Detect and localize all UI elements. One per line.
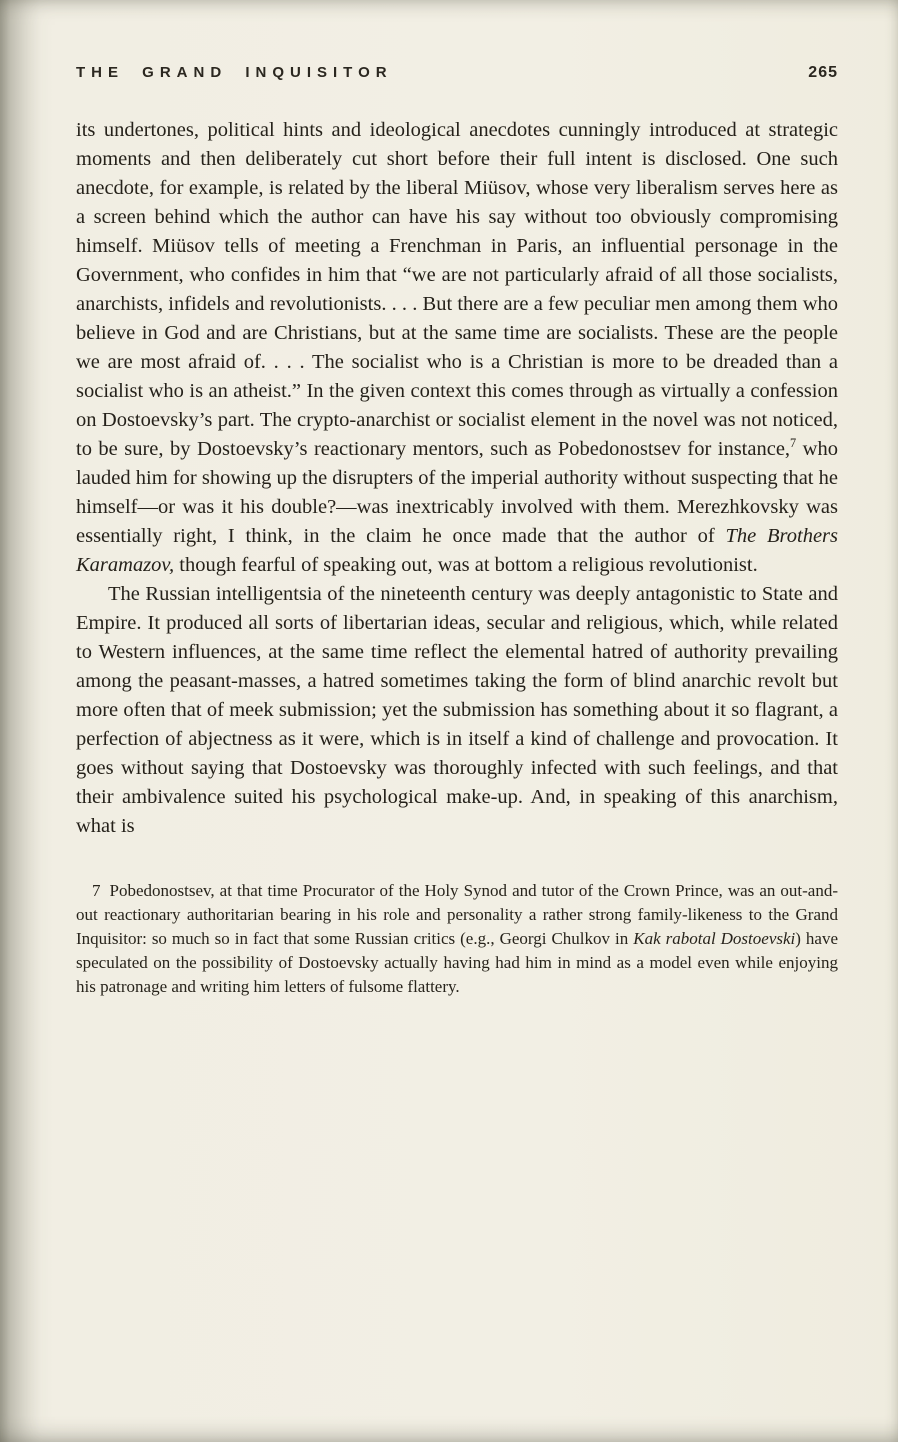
- paragraph-1-text-c: though fearful of speaking out, was at bottom a religious revolutionist.: [174, 554, 758, 576]
- page-body: [76, 116, 838, 841]
- footnote-paragraph: [76, 879, 838, 999]
- paragraph-1: [76, 116, 838, 580]
- footnote-marker: 7: [92, 881, 101, 900]
- paragraph-1-text-a: its undertones, political hints and ideological anecdotes cunningly introduced at strategic moments and then deliberately cut short before their full intent is disclosed. One such anecdote, for example, is related by the liberal Miüsov, whose very liberalism serves here as a screen behind which the author can have his say without too obviously compromising himself. Miüsov tells of meeting a Frenchman in Paris, an influential personage in the Government, who confides in him that “we are not particularly afraid of all those socialists, anarchists, infidels and revolutionists. . . . But there are a few peculiar men among them who believe in God and are Christians, but at the same time are socialists. These are the people we are most afraid of. . . . The socialist who is a Christian is more to be dreaded than a socialist who is an atheist.” In the given context this comes through as virtually a confession on Dostoevsky’s part. The crypto-anarchist or socialist element in the novel was not noticed, to be sure, by Dostoevsky’s reactionary mentors, such as Pobedonostsev for instance,: [76, 119, 838, 460]
- footnote-block: [76, 879, 838, 999]
- footnote-text-b: ) have speculated on the possibility of Dostoevsky actually having had him in mind as a model even while enjoying his patronage and writing him letters of fulsome flattery.: [76, 929, 838, 996]
- footnote-text-a: Pobedonostsev, at that time Procurator of the Holy Synod and tutor of the Crown Prince, was an out-and-out reactionary authoritarian bearing in his role and personality a rather strong family-likeness to the Grand Inquisitor: so much so in fact that some Russian critics (e.g., Georgi Chulkov in: [76, 881, 838, 948]
- paragraph-2: The Russian intelligentsia of the nineteenth century was deeply antagonistic to State and Empire. It produced all sorts of libertarian ideas, secular and religious, which, while related to Western influences, at the same time reflect the elemental hatred of authority prevailing among the peasant-masses, a hatred sometimes taking the form of blind anarchic revolt but more often that of meek submission; yet the submission has something about it so flagrant, a perfection of abjectness as it were, which is in itself a kind of challenge and provocation. It goes without saying that Dostoevsky was thoroughly infected with such feelings, and that their ambivalence suited his psychological make-up. And, in speaking of this anarchism, what is: [76, 583, 838, 837]
- book-title-italic: The Brothers Karamazov,: [76, 525, 838, 576]
- running-head: [76, 64, 838, 82]
- footnote-reference: 7: [790, 436, 797, 451]
- running-title: THE GRAND INQUISITOR: [76, 64, 393, 81]
- paragraph-1-text-b: who lauded him for showing up the disrupters of the imperial authority without suspecting that he himself—or was it his double?—was inextricably involved with them. Merezhkovsky was essentially right, I think, in the claim he once made that the author of: [76, 438, 838, 547]
- footnote-title-italic: Kak rabotal Dostoevski: [633, 929, 796, 948]
- page-number: 265: [808, 64, 838, 81]
